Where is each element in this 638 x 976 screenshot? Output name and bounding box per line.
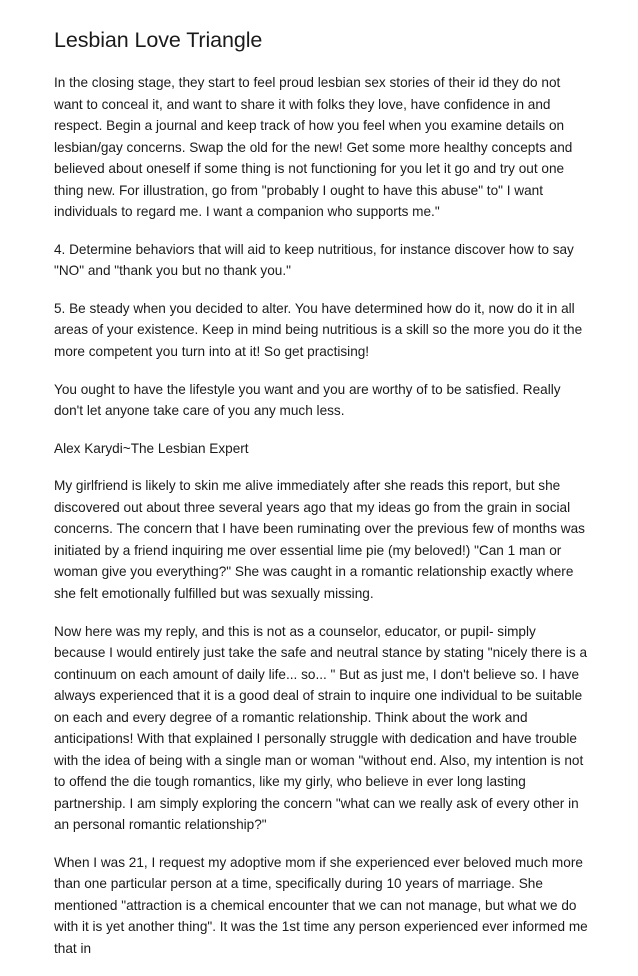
document-title: Lesbian Love Triangle <box>54 28 263 52</box>
paragraph-1: In the closing stage, they start to feel proud lesbian sex stories of their id they do not want to conceal it, and want to share it with folks they love, have confidence in and respect. Begin a journal and keep track of how you feel when you examine details on lesbian/gay concerns. Swap the old for the new! Get some more healthy concepts and believed about oneself if some thing is not functioning for you let it go and try out one thing new. For illustration, go from "probably I ought to have this abuse" to" I want individuals to regard me. I want a companion who supports me." <box>54 75 573 219</box>
paragraph-7: Now here was my reply, and this is not as a counselor, educator, or pupil- simply because I would entirely just take the safe and neutral stance by stating "nicely there is a continuum on each amount of daily life... so... " But as just me, I don't believe so. I have always experienced that it is a good deal of strain to inquire one individual to be suitable on each and every degree of a romantic relationship. Think about the work and anticipations! With that explained I personally struggle with dedication and have trouble with the idea of being with a single man or woman "without end. Also, my intention is not to offend the die tough romantics, like my girly, who believe in ever long lasting partnership. I am simply exploring the concern "what can we really ask of every other in an personal romantic relationship?" <box>54 623 588 833</box>
paragraph-3: 5. Be steady when you decided to alter. You have determined how do it, now do it in all areas of your existence. Keep in mind being nutritious is a skill so the more you do it the more competent you turn into at it! So get practising! <box>54 300 583 359</box>
paragraph-6: My girlfriend is likely to skin me alive immediately after she reads this report, but she discovered out about three several years ago that my ideas go from the grain in social concerns. The concern that I have been ruminating over the previous few of months was initiated by a friend inquiring me over essential lime pie (my beloved!) "Can 1 man or woman give you everything?" She was caught in a romantic relationship exactly where she felt emotionally fulfilled but was sexually missing. <box>54 478 585 601</box>
author-signature: Alex Karydi~The Lesbian Expert <box>54 440 249 456</box>
document-page <box>54 26 588 976</box>
paragraph-4: You ought to have the lifestyle you want and you are worthy of to be satisfied. Really don't let anyone take care of you any much less. <box>54 381 561 419</box>
paragraph-8: When I was 21, I request my adoptive mom if she experienced ever beloved much more than one particular person at a time, specifically during 10 years of marriage. She mentioned "attraction is a chemical encounter that we can not manage, but what we do with it is yet another thing". It was the 1st time any person experienced ever informed me that in <box>54 854 588 956</box>
paragraph-2: 4. Determine behaviors that will aid to keep nutritious, for instance discover how to say "NO" and "thank you but no thank you." <box>54 241 574 279</box>
